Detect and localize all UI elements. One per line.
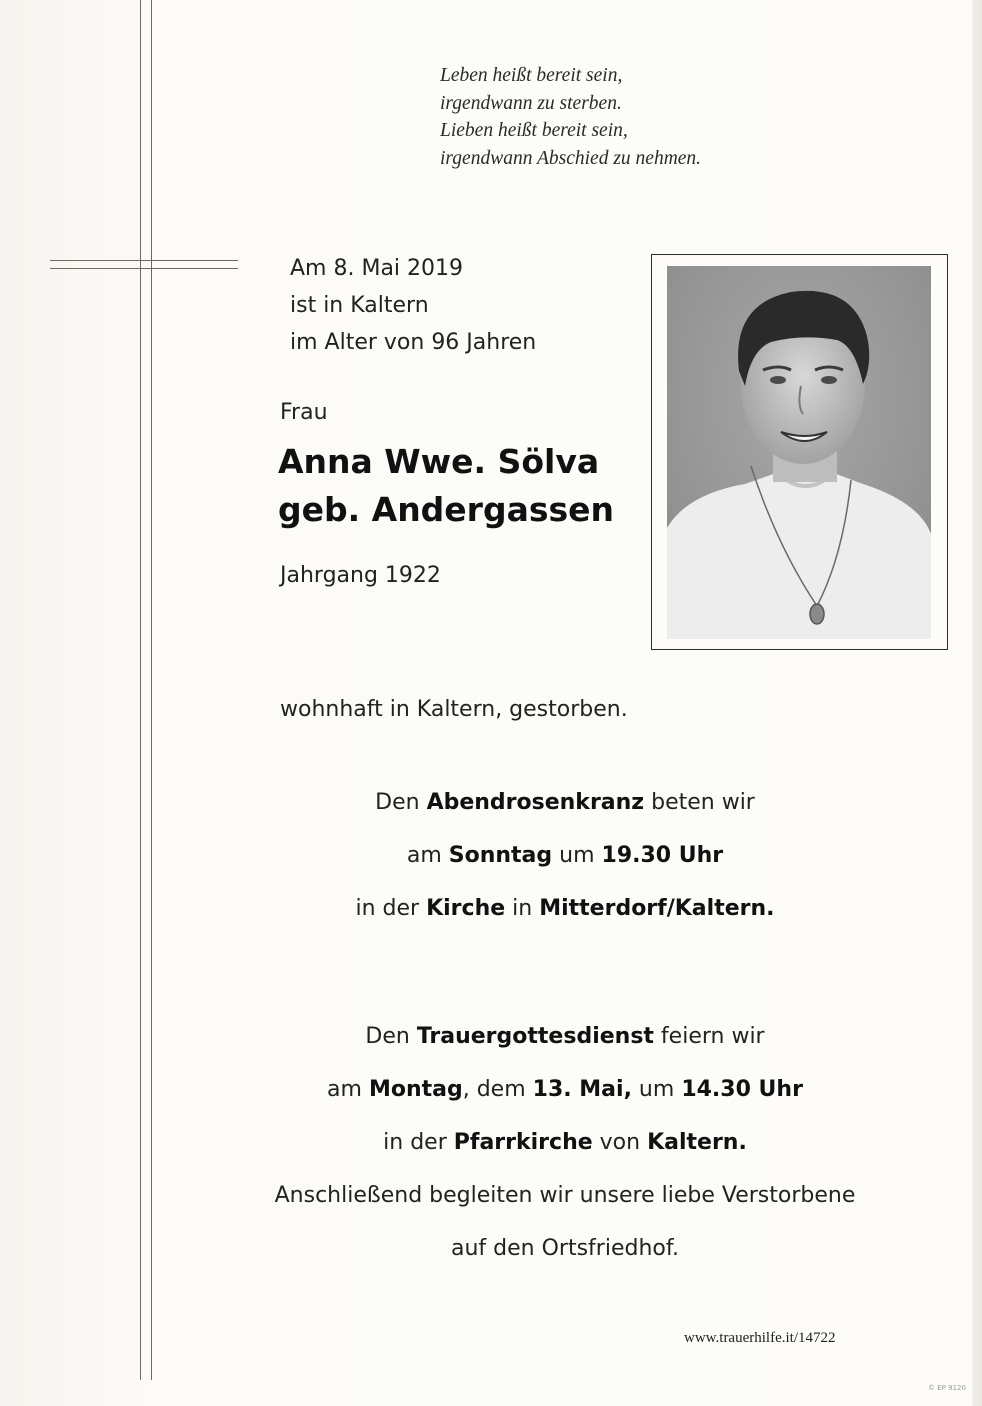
deceased-name [278, 438, 614, 534]
birth-year: Jahrgang 1922 [280, 563, 441, 588]
rosary-block [190, 776, 940, 935]
verse-line: irgendwann Abschied zu nehmen. [440, 147, 702, 169]
portrait-photo [667, 266, 931, 639]
salutation: Frau [280, 400, 328, 425]
funeral-line-1 [190, 1010, 940, 1063]
intro-line-place: ist in Kaltern [290, 293, 429, 318]
funeral-block [190, 1010, 940, 1275]
text-span: Den [375, 790, 427, 815]
funeral-town: Kaltern. [647, 1130, 747, 1155]
print-code: © EP 9120 [928, 1384, 966, 1392]
cross-vertical-bar [140, 0, 152, 1380]
intro-line-date: Am 8. Mai 2019 [290, 256, 464, 281]
funeral-service-type: Trauergottesdienst [416, 1024, 654, 1049]
memorial-verse [440, 62, 701, 172]
text-span: um [552, 843, 602, 868]
funeral-line-4: Anschließend begleiten wir unsere liebe Verstorbene [274, 1183, 856, 1208]
cross-intersection [142, 262, 150, 267]
text-span: am [327, 1077, 369, 1102]
rosary-line-3 [190, 882, 940, 935]
text-span: feiern wir [653, 1024, 765, 1049]
text-span: in [505, 896, 540, 921]
text-span: am [406, 843, 449, 868]
text-span: Den [365, 1024, 417, 1049]
funeral-time: 14.30 Uhr [681, 1077, 803, 1102]
portrait-frame [651, 254, 948, 650]
text-span: , dem [462, 1077, 533, 1102]
funeral-date: 13. Mai, [532, 1077, 632, 1102]
website-link[interactable]: www.trauerhilfe.it/14722 [684, 1330, 836, 1346]
funeral-church: Pfarrkirche [453, 1130, 593, 1155]
rosary-church: Kirche [426, 896, 506, 921]
death-announcement [290, 250, 536, 361]
text-span: in der [355, 896, 427, 921]
verse-line: Lieben heißt bereit sein, [440, 120, 628, 141]
name-line-1: Anna Wwe. Sölva [278, 442, 600, 481]
funeral-line-5: auf den Ortsfriedhof. [451, 1236, 679, 1261]
funeral-day: Montag [368, 1077, 463, 1102]
portrait-illustration [667, 266, 931, 639]
rosary-line-1 [190, 776, 940, 829]
intro-line-age: im Alter von 96 Jahren [290, 330, 537, 355]
residence-text: wohnhaft in Kaltern, gestorben. [280, 697, 628, 722]
text-span: beten wir [644, 790, 755, 815]
text-span: von [592, 1130, 648, 1155]
text-span: um [631, 1077, 682, 1102]
verse-line: irgendwann zu sterben. [440, 92, 622, 114]
name-line-2: geb. Andergassen [278, 490, 615, 529]
rosary-line-2 [190, 829, 940, 882]
rosary-type: Abendrosenkranz [426, 790, 645, 815]
scan-edge [972, 0, 982, 1406]
rosary-location: Mitterdorf/Kaltern. [539, 896, 775, 921]
rosary-time: 19.30 Uhr [601, 843, 724, 868]
text-span: in der [383, 1130, 454, 1155]
funeral-line-2 [190, 1063, 940, 1116]
verse-line: Leben heißt bereit sein, [440, 65, 623, 86]
funeral-line-3 [190, 1116, 940, 1169]
rosary-day: Sonntag [448, 843, 553, 868]
